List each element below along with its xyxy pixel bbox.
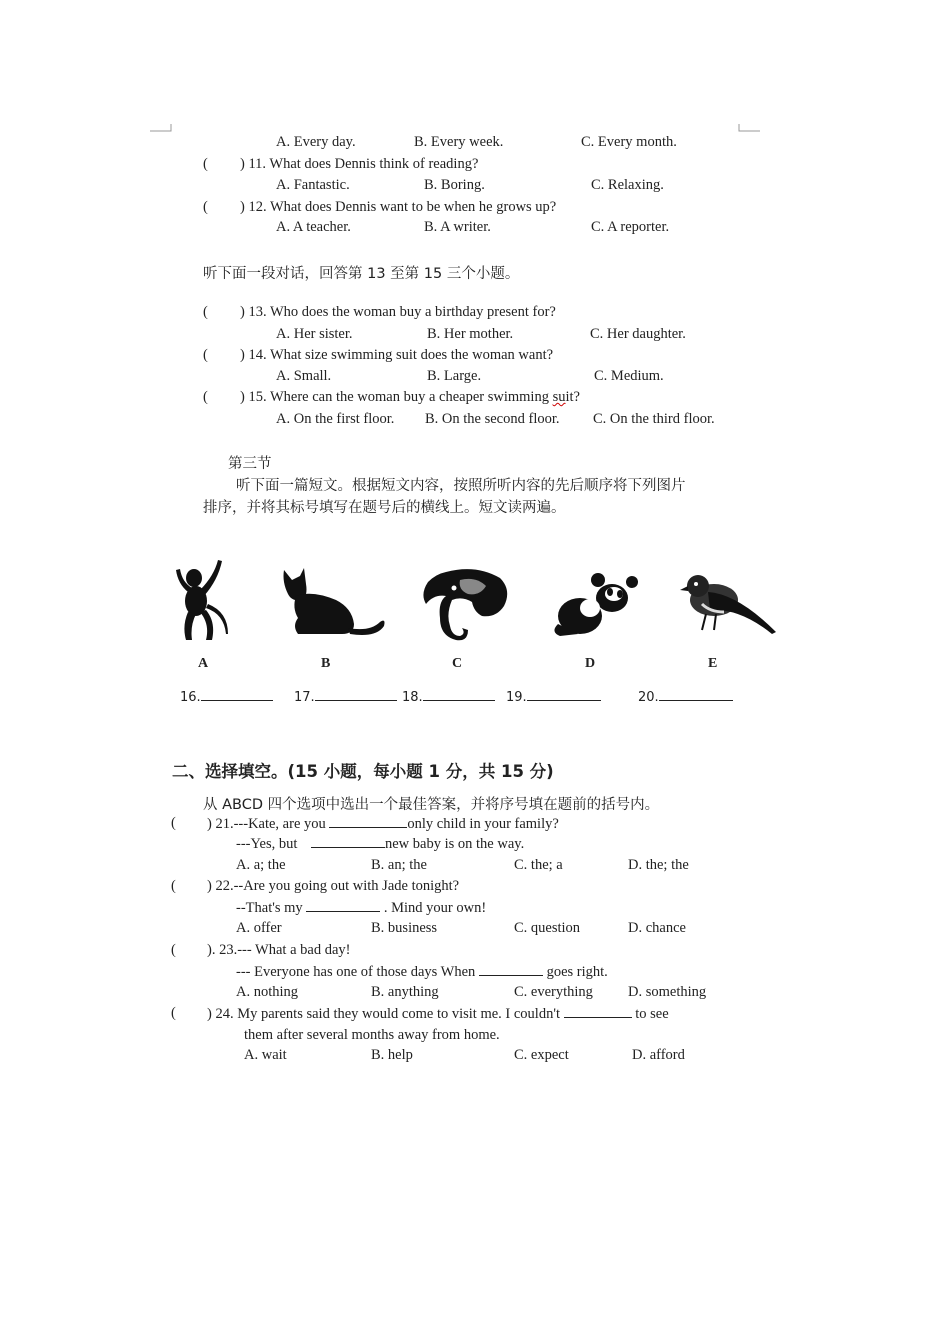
- q23-line1: ). 23.--- What a bad day!: [207, 942, 351, 958]
- q24-line2: them after several months away from home.: [244, 1027, 500, 1043]
- q22-paren[interactable]: (: [171, 878, 176, 894]
- q21-line1: [207, 815, 559, 833]
- q21-paren[interactable]: (: [171, 815, 176, 831]
- q13-paren[interactable]: (: [203, 304, 208, 320]
- q10-option-c: C. Every month.: [581, 134, 677, 150]
- q12-option-b: B. A writer.: [424, 219, 491, 235]
- monkey-icon: [170, 554, 232, 646]
- q21-line2: [236, 835, 524, 853]
- q23-paren[interactable]: (: [171, 942, 176, 958]
- q24-paren[interactable]: (: [171, 1005, 176, 1021]
- q14-option-c: C. Medium.: [594, 368, 664, 384]
- page-corner-mark-right: [738, 124, 760, 132]
- answer-16-number: 16.: [180, 690, 201, 705]
- picture-label-d: D: [585, 656, 596, 671]
- elephant-icon: [416, 566, 512, 642]
- q24-line1-post: to see: [635, 1006, 669, 1022]
- answer-20-number: 20.: [638, 690, 659, 705]
- q23-line2-post: goes right.: [546, 964, 608, 980]
- q24-option-b: B. help: [371, 1047, 413, 1063]
- answer-19-number: 19.: [506, 690, 527, 705]
- q13-option-b: B. Her mother.: [427, 326, 514, 342]
- q11-option-c: C. Relaxing.: [591, 177, 664, 193]
- q12-stem: ) 12. What does Dennis want to be when he grows up?: [240, 199, 557, 215]
- q12-option-c: C. A reporter.: [591, 219, 670, 235]
- part2-title: 二、选择填空。(15 小题，每小题 1 分，共 15 分): [172, 762, 554, 781]
- q21-line1-pre: ) 21.---Kate, are you: [207, 816, 326, 832]
- q14-option-b: B. Large.: [427, 368, 482, 384]
- q11-option-b: B. Boring.: [424, 177, 485, 193]
- q23-option-a: A. nothing: [236, 984, 299, 1000]
- answer-19: [506, 688, 601, 705]
- q10-option-b: B. Every week.: [414, 134, 504, 150]
- q15-stem-post: it?: [565, 389, 580, 405]
- q15-option-a: A. On the first floor.: [276, 411, 395, 427]
- q15-paren[interactable]: (: [203, 389, 208, 405]
- q11-stem: ) 11. What does Dennis think of reading?: [240, 156, 479, 172]
- q22-option-d: D. chance: [628, 920, 686, 936]
- answer-20: [638, 688, 733, 705]
- instruction-13-15: 听下面一段对话，回答第 13 至第 15 三个小题。: [203, 266, 520, 282]
- q22-option-a: A. offer: [236, 920, 282, 936]
- q21-line2-post: new baby is on the way.: [385, 836, 525, 852]
- section3-instruction-line2: 排序，并将其标号填写在题号后的横线上。短文读两遍。: [203, 500, 566, 516]
- q21-option-b: B. an; the: [371, 857, 427, 873]
- section3-title: 第三节: [228, 456, 272, 472]
- answer-19-blank[interactable]: [527, 688, 601, 701]
- q13-option-c: C. Her daughter.: [590, 326, 686, 342]
- q24-line1-pre: ) 24. My parents said they would come to visit me. I couldn't: [207, 1006, 560, 1022]
- answer-18-number: 18.: [402, 690, 423, 705]
- q23-option-c: C. everything: [514, 984, 593, 1000]
- q23-option-d: D. something: [628, 984, 707, 1000]
- q12-paren[interactable]: (: [203, 199, 208, 215]
- q21-option-a: A. a; the: [236, 857, 286, 873]
- q21-blank-1[interactable]: [329, 815, 407, 828]
- panda-icon: [550, 572, 646, 638]
- page-corner-mark-left: [150, 124, 172, 132]
- q23-blank[interactable]: [479, 963, 543, 976]
- q12-option-a: A. A teacher.: [276, 219, 351, 235]
- q21-option-d: D. the; the: [628, 857, 689, 873]
- q14-option-a: A. Small.: [276, 368, 332, 384]
- cat-icon: [278, 566, 388, 638]
- q21-line1-post: only child in your family?: [407, 816, 559, 832]
- answer-16-blank[interactable]: [201, 688, 273, 701]
- q14-paren[interactable]: (: [203, 347, 208, 363]
- q24-option-c: C. expect: [514, 1047, 569, 1063]
- answer-20-blank[interactable]: [659, 688, 733, 701]
- q22-line2-post: . Mind your own!: [383, 900, 487, 916]
- q24-line1: [207, 1005, 669, 1023]
- answer-18-blank[interactable]: [423, 688, 495, 701]
- q22-option-b: B. business: [371, 920, 438, 936]
- picture-label-b: B: [321, 656, 331, 671]
- section3-instruction-line1: 听下面一篇短文。根据短文内容，按照所听内容的先后顺序将下列图片: [236, 478, 686, 494]
- q13-option-a: A. Her sister.: [276, 326, 353, 342]
- q22-option-c: C. question: [514, 920, 581, 936]
- q22-line2: [236, 899, 486, 917]
- answer-17-number: 17.: [294, 690, 315, 705]
- q21-blank-2[interactable]: [311, 835, 385, 848]
- q21-line2-pre: ---Yes, but: [236, 836, 298, 852]
- q14-stem: ) 14. What size swimming suit does the woman want?: [240, 347, 554, 363]
- answer-18: [402, 688, 495, 705]
- q10-option-a: A. Every day.: [276, 134, 356, 150]
- q11-option-a: A. Fantastic.: [276, 177, 350, 193]
- part2-instruction: 从 ABCD 四个选项中选出一个最佳答案，并将序号填在题前的括号内。: [203, 797, 660, 813]
- answer-16: [180, 688, 273, 705]
- q23-line2-pre: --- Everyone has one of those days When: [236, 964, 476, 980]
- answer-17-blank[interactable]: [315, 688, 397, 701]
- q24-option-a: A. wait: [244, 1047, 287, 1063]
- bird-icon: [680, 568, 780, 640]
- q23-option-b: B. anything: [371, 984, 439, 1000]
- q13-stem: ) 13. Who does the woman buy a birthday present for?: [240, 304, 556, 320]
- q15-option-c: C. On the third floor.: [593, 411, 715, 427]
- q15-stem: [240, 389, 580, 406]
- q22-blank[interactable]: [306, 899, 380, 912]
- q24-option-d: D. afford: [632, 1047, 685, 1063]
- q23-line2: [236, 963, 608, 981]
- picture-label-c: C: [452, 656, 463, 671]
- q22-line2-pre: --That's my: [236, 900, 303, 916]
- picture-label-a: A: [198, 656, 209, 671]
- q22-line1: ) 22.--Are you going out with Jade tonight?: [207, 878, 460, 894]
- q15-stem-spellcheck: su: [552, 389, 566, 405]
- picture-label-e: E: [708, 656, 718, 671]
- answer-17: [294, 688, 397, 705]
- q21-option-c: C. the; a: [514, 857, 563, 873]
- q15-stem-pre: ) 15. Where can the woman buy a cheaper swimming: [240, 389, 553, 405]
- q15-option-b: B. On the second floor.: [425, 411, 560, 427]
- q11-paren[interactable]: (: [203, 156, 208, 172]
- q24-blank[interactable]: [564, 1005, 632, 1018]
